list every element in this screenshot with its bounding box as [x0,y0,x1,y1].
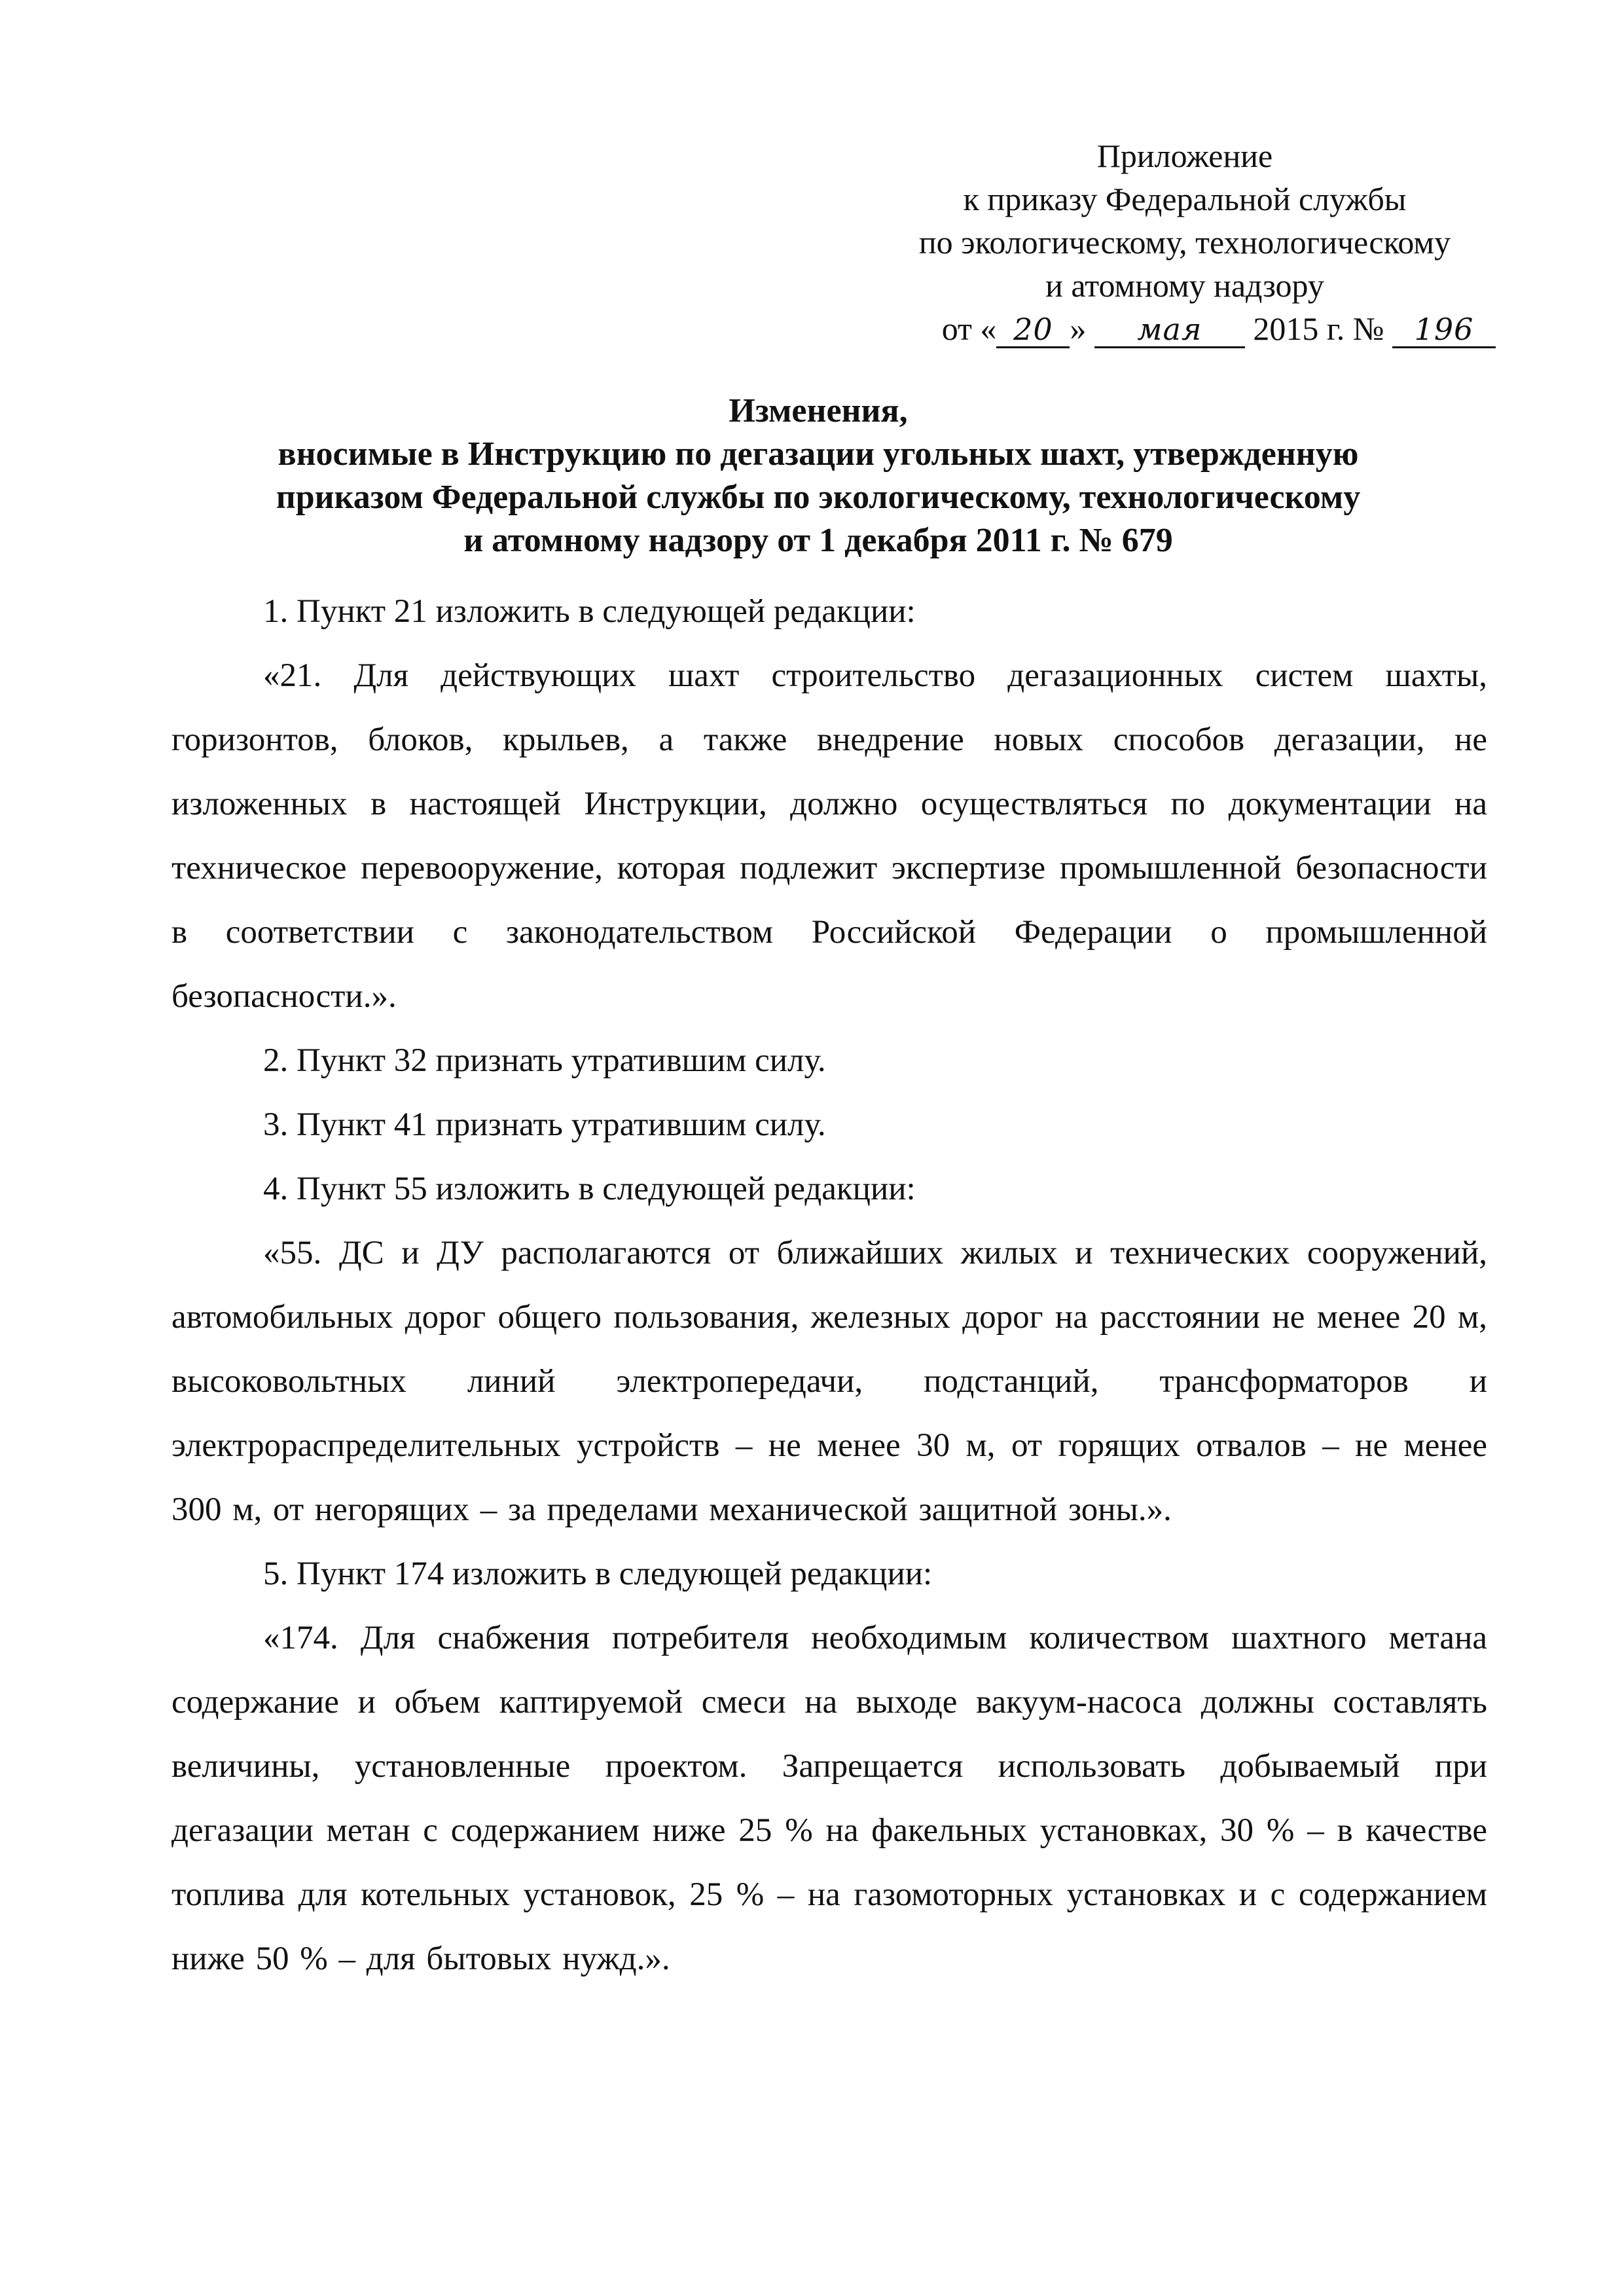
document-title [151,390,1486,562]
order-reference-line [871,307,1499,350]
order-month-handwritten: мая [1094,312,1245,348]
list-item-3: 3. Пункт 41 признать утратившим силу. [263,1106,826,1143]
title-line-4: и атомному надзору от 1 декабря 2011 г. № 679 [463,522,1173,559]
title-line-1: Изменения, [729,392,908,429]
title-line-3: приказом Федеральной службы по экологическому, технологическому [276,479,1361,516]
list-item-2: 2. Пункт 32 признать утратившим силу. [263,1042,826,1079]
list-item-5: 5. Пункт 174 изложить в следующей редакции: [263,1556,933,1592]
list-item-1: 1. Пункт 21 изложить в следующей редакции: [263,593,916,630]
document-body [171,579,1487,1991]
order-number-handwritten: 196 [1392,312,1496,348]
appendix-line-3: по экологическому, технологическому [918,224,1451,261]
appendix-line-1: Приложение [1096,137,1273,174]
appendix-line-2: к приказу Федеральной службы [963,181,1407,217]
order-prefix: от « [941,310,997,347]
order-year-text: 2015 г. № [1253,310,1384,347]
appendix-header [871,134,1499,350]
quote-paragraph-21: «21. Для действующих шахт строительство дегазационных систем шахты, горизонтов, блоков, крыльев, а также внедрение новых способов дегазации, не изложенных в настоящей Инструкции, должно осуществляться по документации на техническое перевооружение, которая подлежит экспертизе промышленной безопасности в соответствии с законодательством Российской Федерации о промышленной безопасности.». [171,657,1487,1015]
title-line-2: вносимые в Инструкцию по дегазации угольных шахт, утвержденную [278,435,1359,473]
order-day-handwritten: 20 [996,312,1070,348]
quote-paragraph-55: «55. ДС и ДУ располагаются от ближайших жилых и технических сооружений, автомобильных дорог общего пользования, железных дорог на расстоянии не менее 20 м, высоковольтных линий электропередачи, подстанций, трансформаторов и электрораспределительных устройств – не менее 30 м, от горящих отвалов – не менее 300 м, от негорящих – за пределами механической защитной зоны.». [171,1235,1487,1528]
order-day-close: » [1070,310,1087,347]
quote-paragraph-174: «174. Для снабжения потребителя необходимым количеством шахтного метана содержание и объем каптируемой смеси на выходе вакуум-насоса должны составлять величины, установленные проектом. Запрещается использовать добываемый при дегазации метан с содержанием ниже 25 % на факельных установках, 30 % – в качестве топлива для котельных установок, 25 % – на газомоторных установках и с содержанием ниже 50 % – для бытовых нужд.». [171,1620,1487,1977]
list-item-4: 4. Пункт 55 изложить в следующей редакции: [263,1171,916,1207]
appendix-line-4: и атомному надзору [1045,267,1324,304]
